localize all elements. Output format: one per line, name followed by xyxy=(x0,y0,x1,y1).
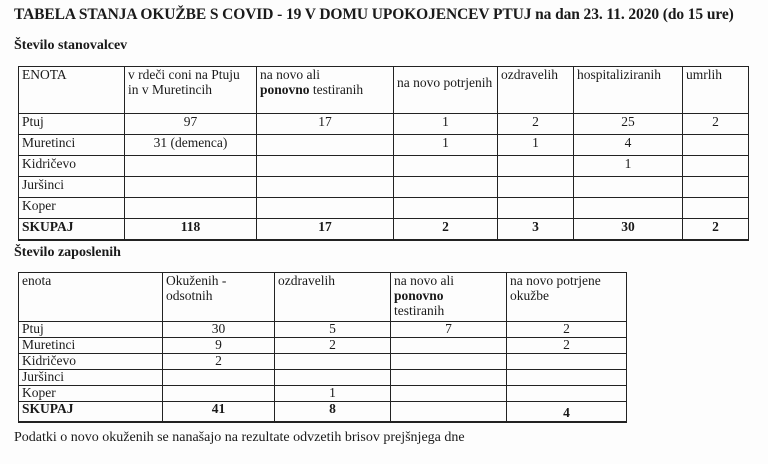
total-confirmed: 4 xyxy=(507,402,627,423)
table-row xyxy=(19,338,627,354)
hospitalized-cell: 1 xyxy=(574,156,683,177)
col-header-confirmed: na novo potrjene okužbe xyxy=(507,273,627,322)
total-infected: 41 xyxy=(163,402,275,423)
unit-cell: Kidričevo xyxy=(19,156,125,177)
hospitalized-cell xyxy=(574,198,683,219)
confirmed-cell xyxy=(394,177,498,198)
confirmed-cell xyxy=(394,198,498,219)
confirmed-cell: 1 xyxy=(394,135,498,156)
col-header-infected: Okuženih - odsotnih xyxy=(163,273,275,322)
total-tested xyxy=(391,402,507,423)
col-header-recovered: ozdravelih xyxy=(275,273,391,322)
col-header-died: umrlih xyxy=(683,67,749,114)
confirmed-cell: 2 xyxy=(507,338,627,354)
tested-cell xyxy=(257,177,394,198)
tested-label-b: ponovno xyxy=(394,288,444,303)
recovered-cell: 1 xyxy=(498,135,574,156)
table-row xyxy=(19,198,749,219)
tested-label-c: testiranih xyxy=(309,82,364,97)
recovered-cell: 2 xyxy=(275,338,391,354)
total-red-zone: 118 xyxy=(125,219,257,241)
died-cell xyxy=(683,156,749,177)
died-cell xyxy=(683,198,749,219)
red-zone-cell: 31 (demenca) xyxy=(125,135,257,156)
infected-cell xyxy=(163,386,275,402)
total-label: SKUPAJ xyxy=(19,219,125,241)
col-header-tested xyxy=(257,67,394,114)
infected-cell: 2 xyxy=(163,354,275,370)
total-label: SKUPAJ xyxy=(19,402,163,423)
unit-cell: Juršinci xyxy=(19,177,125,198)
table-row xyxy=(19,177,749,198)
residents-heading: Število stanovalcev xyxy=(14,38,128,53)
confirmed-cell: 1 xyxy=(394,114,498,135)
total-recovered: 3 xyxy=(498,219,574,241)
col-header-tested xyxy=(391,273,507,322)
infected-cell: 9 xyxy=(163,338,275,354)
table-row xyxy=(19,322,627,338)
recovered-cell: 1 xyxy=(275,386,391,402)
tested-cell xyxy=(391,370,507,386)
table-row xyxy=(19,114,749,135)
confirmed-cell xyxy=(394,156,498,177)
tested-cell xyxy=(257,135,394,156)
document-title: TABELA STANJA OKUŽBE S COVID - 19 V DOMU UPOKOJENCEV PTUJ na dan 23. 11. 2020 (do 15 ure) xyxy=(14,6,734,23)
tested-cell: 17 xyxy=(257,114,394,135)
table-row xyxy=(19,156,749,177)
col-header-confirmed: na novo potrjenih xyxy=(394,67,498,114)
unit-cell: Ptuj xyxy=(19,114,125,135)
confirmed-cell xyxy=(507,386,627,402)
tested-cell: 7 xyxy=(391,322,507,338)
red-zone-cell xyxy=(125,156,257,177)
total-confirmed: 2 xyxy=(394,219,498,241)
unit-cell: Muretinci xyxy=(19,135,125,156)
red-zone-cell: 97 xyxy=(125,114,257,135)
died-cell: 2 xyxy=(683,114,749,135)
confirmed-cell xyxy=(507,370,627,386)
table-row xyxy=(19,135,749,156)
died-cell xyxy=(683,177,749,198)
col-header-unit: ENOTA xyxy=(19,67,125,114)
hospitalized-cell: 4 xyxy=(574,135,683,156)
unit-cell: Ptuj xyxy=(19,322,163,338)
unit-cell: Juršinci xyxy=(19,370,163,386)
red-zone-cell xyxy=(125,198,257,219)
hospitalized-cell: 25 xyxy=(574,114,683,135)
unit-cell: Kidričevo xyxy=(19,354,163,370)
recovered-cell: 2 xyxy=(498,114,574,135)
tested-label-b: ponovno xyxy=(260,82,310,97)
employees-heading: Število zaposlenih xyxy=(14,245,121,260)
tested-cell xyxy=(257,198,394,219)
table-row xyxy=(19,370,627,386)
confirmed-cell: 2 xyxy=(507,322,627,338)
residents-header-row xyxy=(19,67,749,114)
table-row xyxy=(19,386,627,402)
confirmed-cell xyxy=(507,354,627,370)
col-header-hospitalized: hospitaliziranih xyxy=(574,67,683,114)
footnote: Podatki o novo okuženih se nanašajo na rezultate odvzetih brisov prejšnjega dne xyxy=(14,430,465,445)
tested-label-a: na novo ali xyxy=(260,67,320,82)
tested-label-a: na novo ali xyxy=(394,273,454,288)
total-hospitalized: 30 xyxy=(574,219,683,241)
recovered-cell xyxy=(275,354,391,370)
tested-cell xyxy=(391,354,507,370)
tested-cell xyxy=(391,338,507,354)
infected-cell: 30 xyxy=(163,322,275,338)
recovered-cell xyxy=(498,156,574,177)
unit-cell: Koper xyxy=(19,386,163,402)
residents-table xyxy=(18,66,749,241)
employees-table xyxy=(18,272,627,423)
tested-cell xyxy=(391,386,507,402)
col-header-recovered: ozdravelih xyxy=(498,67,574,114)
total-row xyxy=(19,219,749,241)
recovered-cell xyxy=(498,198,574,219)
total-tested: 17 xyxy=(257,219,394,241)
recovered-cell xyxy=(498,177,574,198)
employees-header-row xyxy=(19,273,627,322)
total-died: 2 xyxy=(683,219,749,241)
recovered-cell: 5 xyxy=(275,322,391,338)
unit-cell: Muretinci xyxy=(19,338,163,354)
tested-label-c: testiranih xyxy=(394,303,445,318)
table-row xyxy=(19,354,627,370)
tested-cell xyxy=(257,156,394,177)
col-header-red-zone: v rdeči coni na Ptuju in v Muretincih xyxy=(125,67,257,114)
recovered-cell xyxy=(275,370,391,386)
col-header-unit: enota xyxy=(19,273,163,322)
hospitalized-cell xyxy=(574,177,683,198)
red-zone-cell xyxy=(125,177,257,198)
died-cell xyxy=(683,135,749,156)
total-recovered: 8 xyxy=(275,402,391,423)
infected-cell xyxy=(163,370,275,386)
total-row xyxy=(19,402,627,423)
unit-cell: Koper xyxy=(19,198,125,219)
